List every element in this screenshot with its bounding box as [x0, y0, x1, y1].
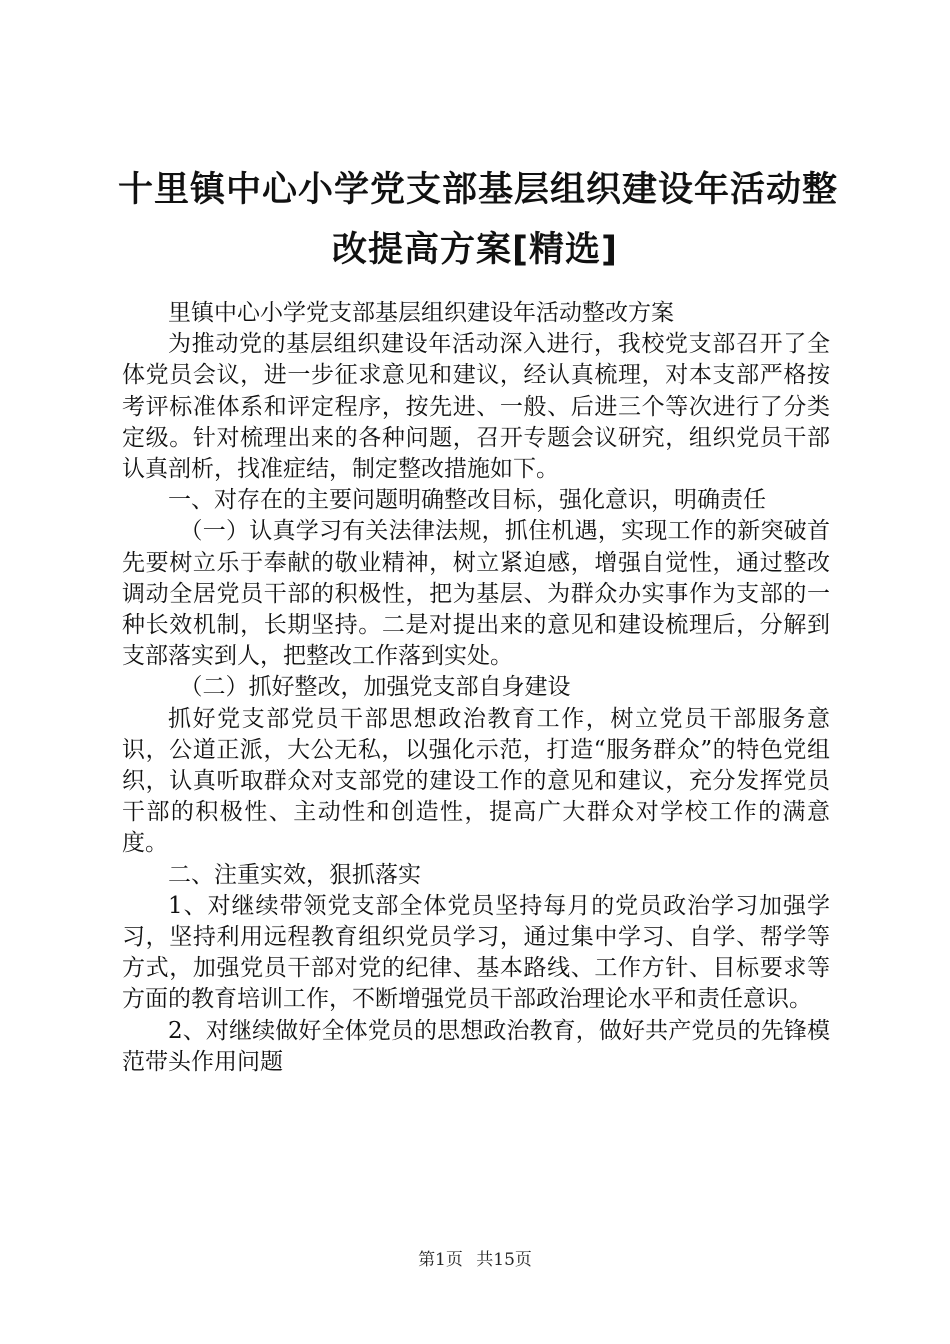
page-number: 第1页: [418, 1250, 463, 1270]
item-paragraph-1: 1、对继续带领党支部全体党员坚持每月的党员政治学习加强学习，坚持利用远程教育组织党员学习，通过集中学习、自学、帮学等方式，加强党员干部对党的纪律、基本路线、工作方针、目标要求等方面的教育培训工作，不断增强党员干部政治理论水平和责任意识。: [122, 892, 830, 1013]
intro-paragraph: 为推动党的基层组织建设年活动深入进行，我校党支部召开了全体党员会议，进一步征求意见和建议，经认真梳理，对本支部严格按考评标准体系和评定程序，按先进、一般、后进三个等次进行了分类定级。针对梳理出来的各种问题，召开专题会议研究，组织党员干部认真剖析，找准症结，制定整改措施如下。: [122, 331, 830, 483]
title-line-2: 改提高方案[精选]: [332, 230, 618, 270]
subsection-heading-2: （二）抓好整改，加强党支部自身建设: [179, 674, 571, 701]
title-line-1: 十里镇中心小学党支部基层组织建设年活动整: [118, 170, 839, 210]
section-heading-2: 二、注重实效，狠抓落实: [168, 861, 421, 888]
document-body: [122, 298, 830, 1078]
section-heading-1: 一、对存在的主要问题明确整改目标，强化意识，明确责任: [168, 487, 766, 514]
subsection-paragraph-2: 抓好党支部党员干部思想政治教育工作，树立党员干部服务意识，公道正派，大公无私，以强化示范，打造“服务群众”的特色党组织，认真听取群众对支部党的建设工作的意见和建议，充分发挥党员干部的积极性、主动性和创造性，提高广大群众对学校工作的满意度。: [122, 705, 830, 857]
item-paragraph-2: 2、对继续做好全体党员的思想政治教育，做好共产党员的先锋模范带头作用问题: [122, 1017, 830, 1075]
document-title: [118, 160, 839, 280]
page-footer: [0, 1245, 950, 1270]
page-total: 共15页: [476, 1250, 532, 1270]
subtitle-paragraph: 里镇中心小学党支部基层组织建设年活动整改方案: [168, 300, 674, 326]
subsection-paragraph-1: （一）认真学习有关法律法规，抓住机遇，实现工作的新突破首先要树立乐于奉献的敬业精神，树立紧迫感，增强自觉性，通过整改调动全居党员干部的积极性，把为基层、为群众办实事作为支部的一种长效机制，长期坚持。二是对提出来的意见和建设梳理后，分解到支部落实到人，把整改工作落到实处。: [122, 518, 830, 670]
